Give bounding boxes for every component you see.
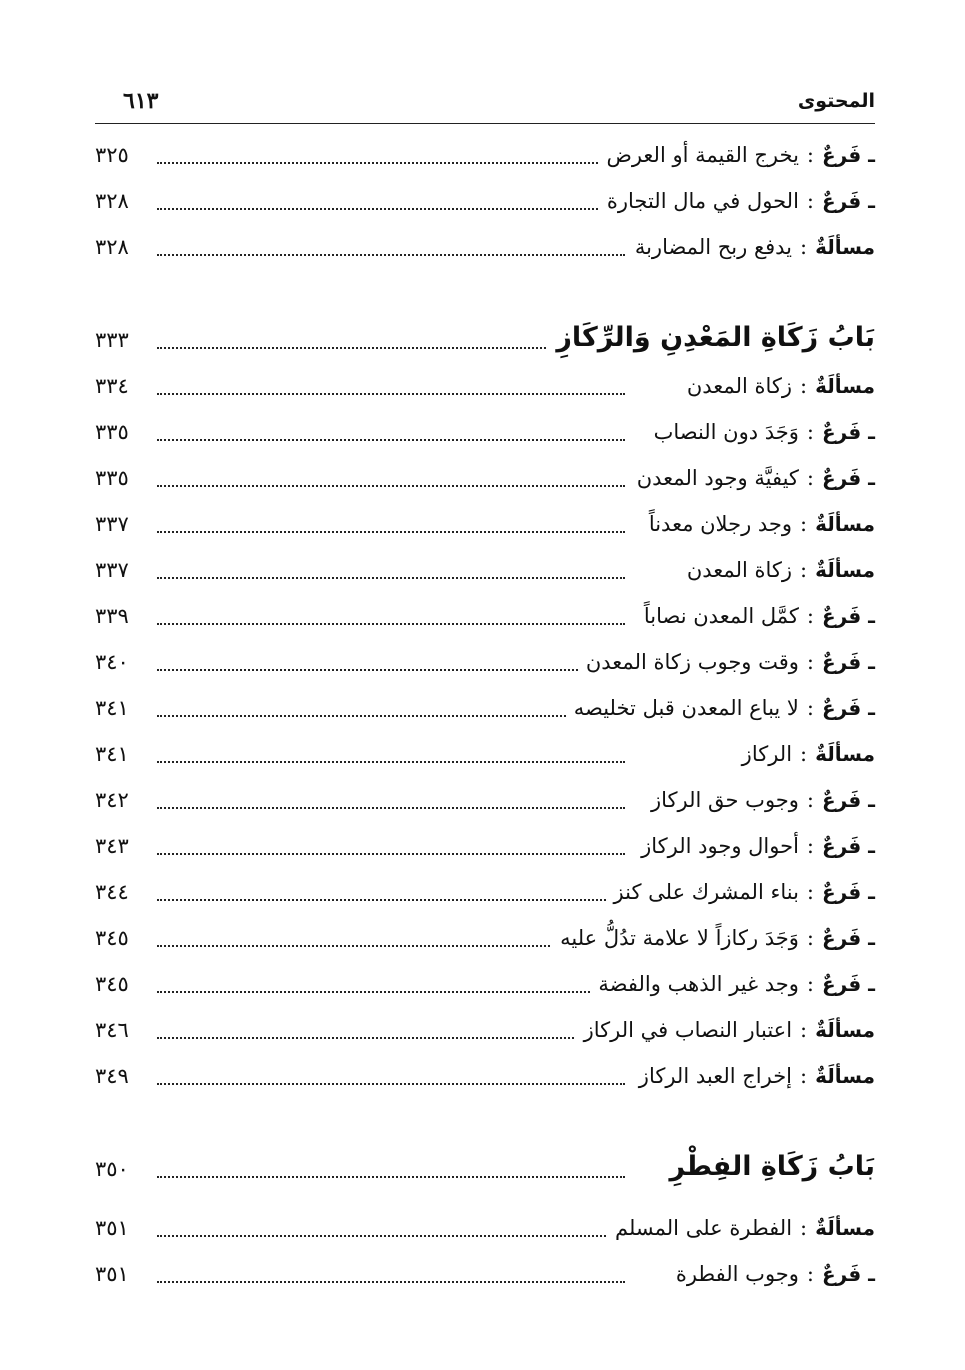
chapter-title: بَابُ زَكَاةِ الفِطْرِ — [669, 1151, 875, 1182]
toc-entry-heading — [629, 458, 875, 498]
toc-entry-text: إخراج العبد الركاز — [638, 1064, 793, 1088]
label-separator: : — [800, 235, 808, 259]
dot-leader — [157, 899, 625, 901]
toc-entry-row — [95, 1208, 875, 1248]
dot-leader — [157, 1037, 625, 1039]
label-separator: : — [806, 143, 814, 167]
toc-entry-text: يخرج القيمة أو العرض — [606, 143, 799, 167]
toc-entry-text: أحوال وجود الركاز — [641, 834, 799, 858]
dot-leader — [157, 991, 625, 993]
toc-page-number: ٣٤٣ — [95, 834, 129, 858]
toc-entry-heading — [633, 826, 875, 866]
toc-entry-text: وجد غير الذهب والفضة — [598, 972, 799, 996]
toc-chapter-row — [95, 1147, 875, 1187]
toc-entry-label: مسألَةٌ — [815, 374, 875, 398]
toc-entry-label: ـ فَرعٌ — [822, 880, 875, 904]
toc-page-number: ٣٥٠ — [95, 1157, 129, 1181]
toc-entry-row — [95, 642, 875, 682]
toc-entry-heading — [668, 1254, 875, 1294]
toc-entry-label: ـ فَرعٌ — [822, 926, 875, 950]
label-separator: : — [806, 972, 814, 996]
toc-page-number: ٣٣٧ — [95, 512, 129, 536]
toc-page-number: ٣٤٩ — [95, 1064, 129, 1088]
toc-entry-heading — [734, 734, 875, 774]
toc-entry-row — [95, 135, 875, 175]
toc-entry-heading — [627, 227, 875, 267]
toc-entry-label: ـ فَرعٌ — [822, 650, 875, 674]
toc-entry-label: ـ فَرعٌ — [822, 466, 875, 490]
toc-page-number: ٣٤٤ — [95, 880, 129, 904]
toc-entry-heading — [679, 366, 875, 406]
label-separator: : — [806, 1262, 814, 1286]
toc-entry-heading — [606, 872, 875, 912]
toc-entry-heading — [662, 1147, 875, 1187]
label-separator: : — [800, 558, 808, 582]
toc-entry-label: ـ فَرعٌ — [822, 696, 875, 720]
toc-page-number: ٣٣٧ — [95, 558, 129, 582]
dot-leader — [157, 761, 625, 763]
toc-entry-row — [95, 227, 875, 267]
toc-entry-label: مسألَةٌ — [815, 1064, 875, 1088]
dot-leader — [157, 439, 625, 441]
toc-entry-row — [95, 1010, 875, 1050]
toc-entry-row — [95, 964, 875, 1004]
toc-entry-text: بناء المشرك على كنز — [613, 880, 799, 904]
toc-entry-row — [95, 1056, 875, 1096]
toc-page-number: ٣٢٥ — [95, 143, 129, 167]
dot-leader — [157, 1235, 625, 1237]
toc-entry-row — [95, 872, 875, 912]
toc-entry-row — [95, 550, 875, 590]
toc-entry-text: يدفع ربح المضاربة — [634, 235, 793, 259]
dot-leader — [157, 254, 625, 256]
toc-entry-text: وَجَدَ دون النصاب — [653, 420, 799, 444]
toc-entry-label: ـ فَرعٌ — [822, 189, 875, 213]
toc-entry-row — [95, 734, 875, 774]
toc-page-number: ٣٤١ — [95, 742, 129, 766]
toc-entry-text: زكاة المعدن — [686, 558, 793, 582]
dot-leader — [157, 715, 625, 717]
dot-leader — [157, 807, 625, 809]
toc-entry-heading — [641, 504, 875, 544]
toc-entry-text: اعتبار النصاب في الركاز — [583, 1018, 793, 1042]
toc-page-number: ٣٢٨ — [95, 235, 129, 259]
toc-page-number: ٣٢٨ — [95, 189, 129, 213]
toc-entry-heading — [552, 918, 875, 958]
toc-entry-heading — [578, 642, 875, 682]
dot-leader — [157, 853, 625, 855]
dot-leader — [157, 1083, 625, 1085]
toc-entry-heading — [646, 412, 875, 452]
header-title: المحتوى — [797, 90, 875, 112]
toc-page-number: ٣٤٥ — [95, 926, 129, 950]
toc-entry-row — [95, 504, 875, 544]
toc-entry-heading — [631, 1056, 875, 1096]
toc-entry-text: وَجَدَ ركازاً لا علامة تدُلُّ عليه — [560, 926, 799, 950]
toc-entry-label: ـ فَرعٌ — [822, 972, 875, 996]
toc-entry-row — [95, 181, 875, 221]
label-separator: : — [806, 466, 814, 490]
toc-entry-text: الفطرة على المسلم — [614, 1216, 793, 1240]
dot-leader — [157, 669, 625, 671]
toc-page-number: ٣٥١ — [95, 1216, 129, 1240]
label-separator: : — [800, 1216, 808, 1240]
header-rule — [95, 123, 875, 124]
toc-entry-heading — [643, 780, 875, 820]
toc-entry-text: كيفيَّة وجود المعدن — [636, 466, 799, 490]
label-separator: : — [806, 650, 814, 674]
label-separator: : — [806, 420, 814, 444]
toc-page-number: ٣٤٠ — [95, 650, 129, 674]
toc-entry-label: ـ فَرعٌ — [822, 834, 875, 858]
label-separator: : — [806, 788, 814, 812]
toc-entry-heading — [576, 1010, 875, 1050]
toc-entry-text: وقت وجوب زكاة المعدن — [585, 650, 799, 674]
toc-entry-row — [95, 1254, 875, 1294]
toc-entry-row — [95, 458, 875, 498]
toc-entry-heading — [590, 964, 875, 1004]
toc-entry-heading — [599, 181, 875, 221]
toc-entry-row — [95, 688, 875, 728]
running-header — [95, 86, 875, 122]
label-separator: : — [800, 1064, 808, 1088]
toc-entry-text: وجوب حق الركاز — [650, 788, 799, 812]
toc-entry-heading — [566, 688, 875, 728]
dot-leader — [157, 162, 625, 164]
toc-entry-row — [95, 412, 875, 452]
chapter-title: بَابُ زَكَاةِ المَعْدِنِ وَالرِّكَازِ — [556, 322, 875, 353]
dot-leader — [157, 208, 625, 210]
dot-leader — [157, 623, 625, 625]
toc-page-number: ٣٣٤ — [95, 374, 129, 398]
toc-page-number: ٣٣٥ — [95, 420, 129, 444]
toc-entry-text: الركاز — [741, 742, 793, 766]
toc-page-number: ٣٥١ — [95, 1262, 129, 1286]
toc-page-number: ٣٤٢ — [95, 788, 129, 812]
toc-entry-label: مسألَةٌ — [815, 558, 875, 582]
label-separator: : — [800, 374, 808, 398]
toc-entry-label: مسألَةٌ — [815, 512, 875, 536]
toc-entry-text: زكاة المعدن — [686, 374, 793, 398]
label-separator: : — [806, 696, 814, 720]
dot-leader — [157, 393, 625, 395]
label-separator: : — [806, 880, 814, 904]
label-separator: : — [806, 604, 814, 628]
dot-leader — [157, 577, 625, 579]
toc-entry-text: لا يباع المعدن قبل تخليصه — [573, 696, 799, 720]
toc-entry-text: وجوب الفطرة — [675, 1262, 799, 1286]
toc-entry-label: مسألَةٌ — [815, 1018, 875, 1042]
toc-page-number: ٣٤٦ — [95, 1018, 129, 1042]
toc-entry-heading — [598, 135, 875, 175]
toc-entry-heading — [636, 596, 875, 636]
toc-entry-heading — [548, 318, 875, 358]
toc-entry-label: مسألَةٌ — [815, 742, 875, 766]
label-separator: : — [806, 189, 814, 213]
toc-entry-text: الحول في مال التجارة — [606, 189, 799, 213]
toc-entry-label: مسألَةٌ — [815, 235, 875, 259]
toc-entry-text: وجد رجلان معدناً — [648, 512, 793, 536]
toc-entry-row — [95, 918, 875, 958]
toc-page-number: ٣٤٥ — [95, 972, 129, 996]
toc-page-number: ٣٤١ — [95, 696, 129, 720]
dot-leader — [157, 531, 625, 533]
toc-page-number: ٣٣٩ — [95, 604, 129, 628]
toc-chapter-row — [95, 318, 875, 358]
toc-entry-row — [95, 596, 875, 636]
dot-leader — [157, 1176, 625, 1178]
toc-entry-label: ـ فَرعٌ — [822, 143, 875, 167]
toc-entry-label: ـ فَرعٌ — [822, 1262, 875, 1286]
toc-entry-row — [95, 780, 875, 820]
label-separator: : — [806, 834, 814, 858]
toc-entry-label: ـ فَرعٌ — [822, 604, 875, 628]
header-page-number: ٦١٣ — [123, 88, 159, 114]
toc-entry-heading — [607, 1208, 875, 1248]
dot-leader — [157, 485, 625, 487]
toc-entry-text: كمَّل المعدن نصاباً — [643, 604, 799, 628]
toc-entry-label: ـ فَرعٌ — [822, 420, 875, 444]
toc-entry-label: ـ فَرعٌ — [822, 788, 875, 812]
label-separator: : — [806, 926, 814, 950]
label-separator: : — [800, 512, 808, 536]
dot-leader — [157, 1281, 625, 1283]
toc-entry-row — [95, 366, 875, 406]
label-separator: : — [800, 1018, 808, 1042]
label-separator: : — [800, 742, 808, 766]
toc-entry-heading — [679, 550, 875, 590]
toc-entry-label: مسألَةٌ — [815, 1216, 875, 1240]
toc-entry-row — [95, 826, 875, 866]
toc-page-number: ٣٣٥ — [95, 466, 129, 490]
toc-page-number: ٣٣٣ — [95, 328, 129, 352]
